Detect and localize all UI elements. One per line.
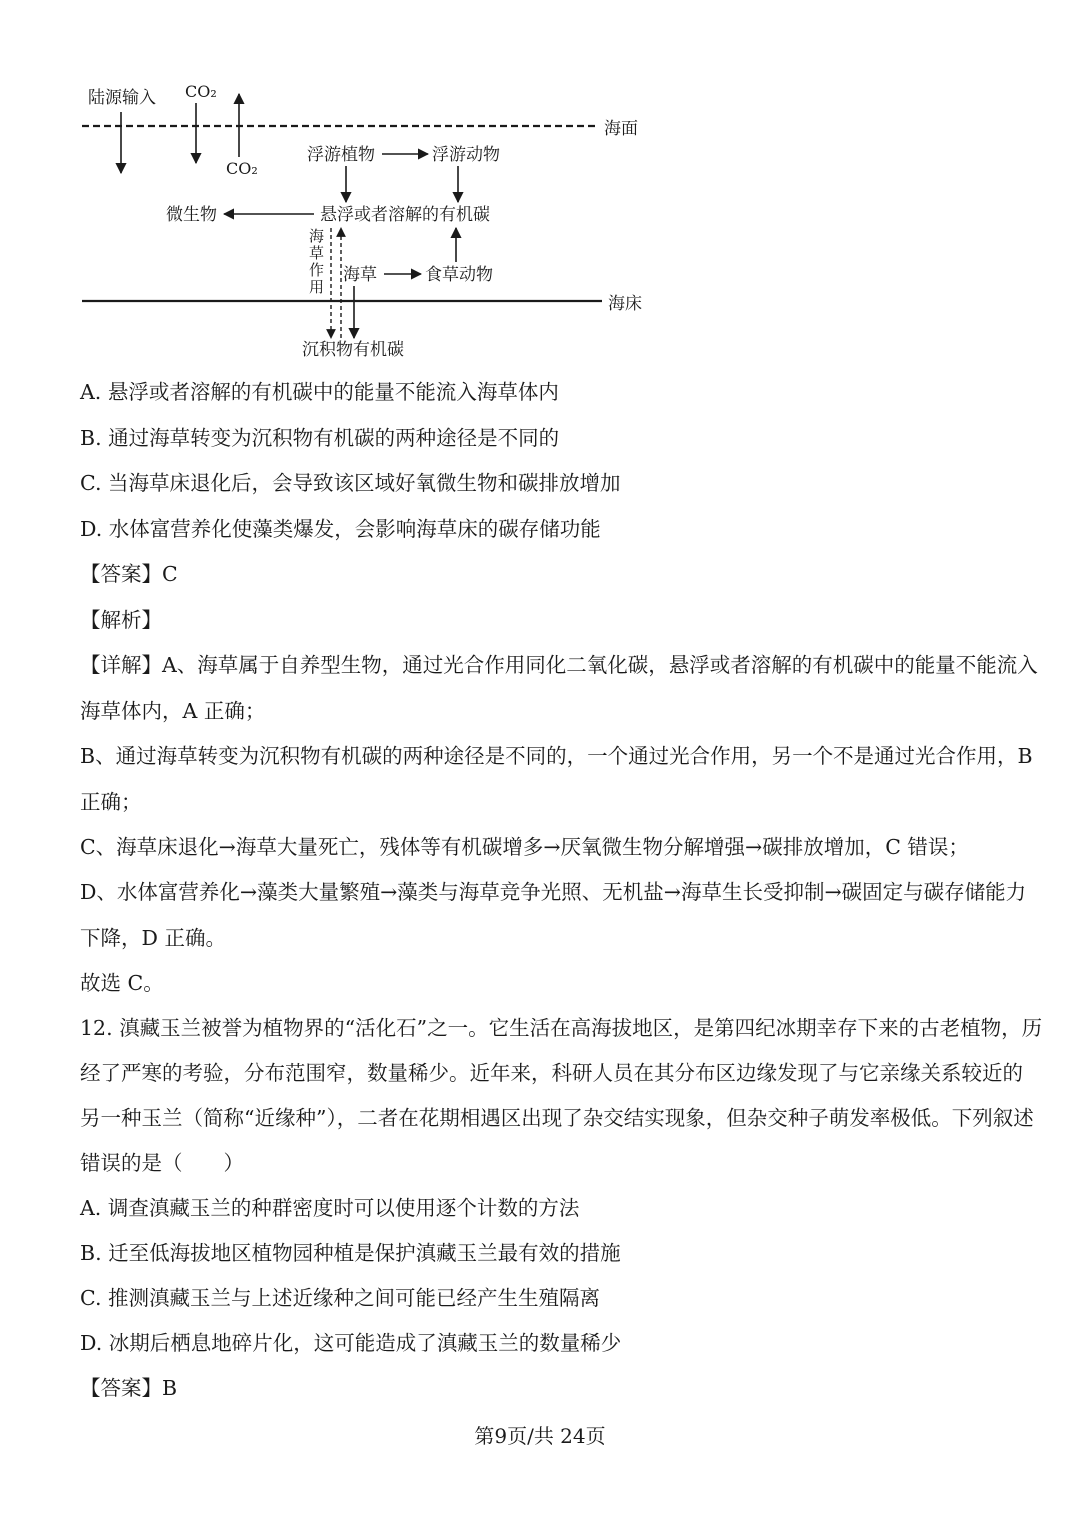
q11-detail-a-line2: 海草体内，A 正确； xyxy=(80,699,266,723)
q12-stem-line3: 另一种玉兰（简称“近缘种”），二者在花期相遇区出现了杂交结实现象，但杂交种子萌发率极低。下列叙述 xyxy=(80,1106,1034,1130)
sediment-carbon-label: 沉积物有机碳 xyxy=(302,340,404,360)
page-number: 第9页/共 24页 xyxy=(474,1424,606,1448)
q11-option-c: C. 当海草床退化后，会导致该区域好氧微生物和碳排放增加 xyxy=(80,471,621,495)
answer-value: C xyxy=(162,562,178,586)
seagrass-action-label: 海草作用 xyxy=(307,228,325,296)
q11-analysis-tag: 【解析】 xyxy=(80,608,162,632)
q11-conclusion: 故选 C。 xyxy=(80,971,164,995)
q11-option-b: B. 通过海草转变为沉积物有机碳的两种途径是不同的 xyxy=(80,426,560,450)
q11-detail-c: C、海草床退化→海草大量死亡，残体等有机碳增多→厌氧微生物分解增强→碳排放增加，C 错误； xyxy=(80,835,969,859)
co2-in-label: CO₂ xyxy=(226,159,258,178)
herbivores-label: 食草动物 xyxy=(425,265,493,285)
q11-answer xyxy=(80,560,178,588)
q11-detail-b-line2: 正确； xyxy=(80,790,142,814)
seabed-label: 海床 xyxy=(608,294,642,314)
zooplankton-label: 浮游动物 xyxy=(432,145,500,165)
q12-answer xyxy=(80,1374,177,1402)
q11-detail-d-line2: 下降，D 正确。 xyxy=(80,926,226,950)
answer-value: B xyxy=(162,1376,178,1400)
organic-carbon-label: 悬浮或者溶解的有机碳 xyxy=(320,205,490,225)
phytoplankton-label: 浮游植物 xyxy=(307,145,375,165)
detail-a-text: A、海草属于自养型生物，通过光合作用同化二氧化碳，悬浮或者溶解的有机碳中的能量不能流入 xyxy=(162,653,1038,677)
answer-tag: 【答案】 xyxy=(80,562,162,586)
q12-option-b: B. 迁至低海拔地区植物园种植是保护滇藏玉兰最有效的措施 xyxy=(80,1241,621,1265)
q12-option-a: A. 调查滇藏玉兰的种群密度时可以使用逐个计数的方法 xyxy=(80,1196,580,1220)
answer-tag: 【答案】 xyxy=(80,1376,162,1400)
sea-surface-label: 海面 xyxy=(604,119,638,139)
carbon-cycle-diagram xyxy=(0,0,1080,380)
land-input-label: 陆源输入 xyxy=(88,88,156,108)
q11-option-a: A. 悬浮或者溶解的有机碳中的能量不能流入海草体内 xyxy=(80,380,559,404)
seagrass-label: 海草 xyxy=(343,265,377,285)
q12-stem-line2: 经了严寒的考验，分布范围窄，数量稀少。近年来，科研人员在其分布区边缘发现了与它亲缘关系较近的 xyxy=(80,1061,1023,1085)
q11-detail-b-line1: B、通过海草转变为沉积物有机碳的两种途径是不同的，一个通过光合作用，另一个不是通过光合作用，B xyxy=(80,744,1033,768)
microbes-label: 微生物 xyxy=(166,205,217,225)
q11-detail-a-line1 xyxy=(80,651,1038,679)
detail-tag: 【详解】 xyxy=(80,653,162,677)
q11-detail-d-line1: D、水体富营养化→藻类大量繁殖→藻类与海草竞争光照、无机盐→海草生长受抑制→碳固定与碳存储能力 xyxy=(80,880,1027,904)
q12-option-d: D. 冰期后栖息地碎片化，这可能造成了滇藏玉兰的数量稀少 xyxy=(80,1331,622,1355)
q12-stem-line1: 12. 滇藏玉兰被誉为植物界的“活化石”之一。它生活在高海拔地区，是第四纪冰期幸存下来的古老植物，历 xyxy=(80,1016,1043,1040)
co2-out-label: CO₂ xyxy=(185,82,217,101)
q11-option-d: D. 水体富营养化使藻类爆发，会影响海草床的碳存储功能 xyxy=(80,517,601,541)
q12-stem-line4: 错误的是（ ） xyxy=(80,1151,244,1175)
q12-option-c: C. 推测滇藏玉兰与上述近缘种之间可能已经产生生殖隔离 xyxy=(80,1286,600,1310)
